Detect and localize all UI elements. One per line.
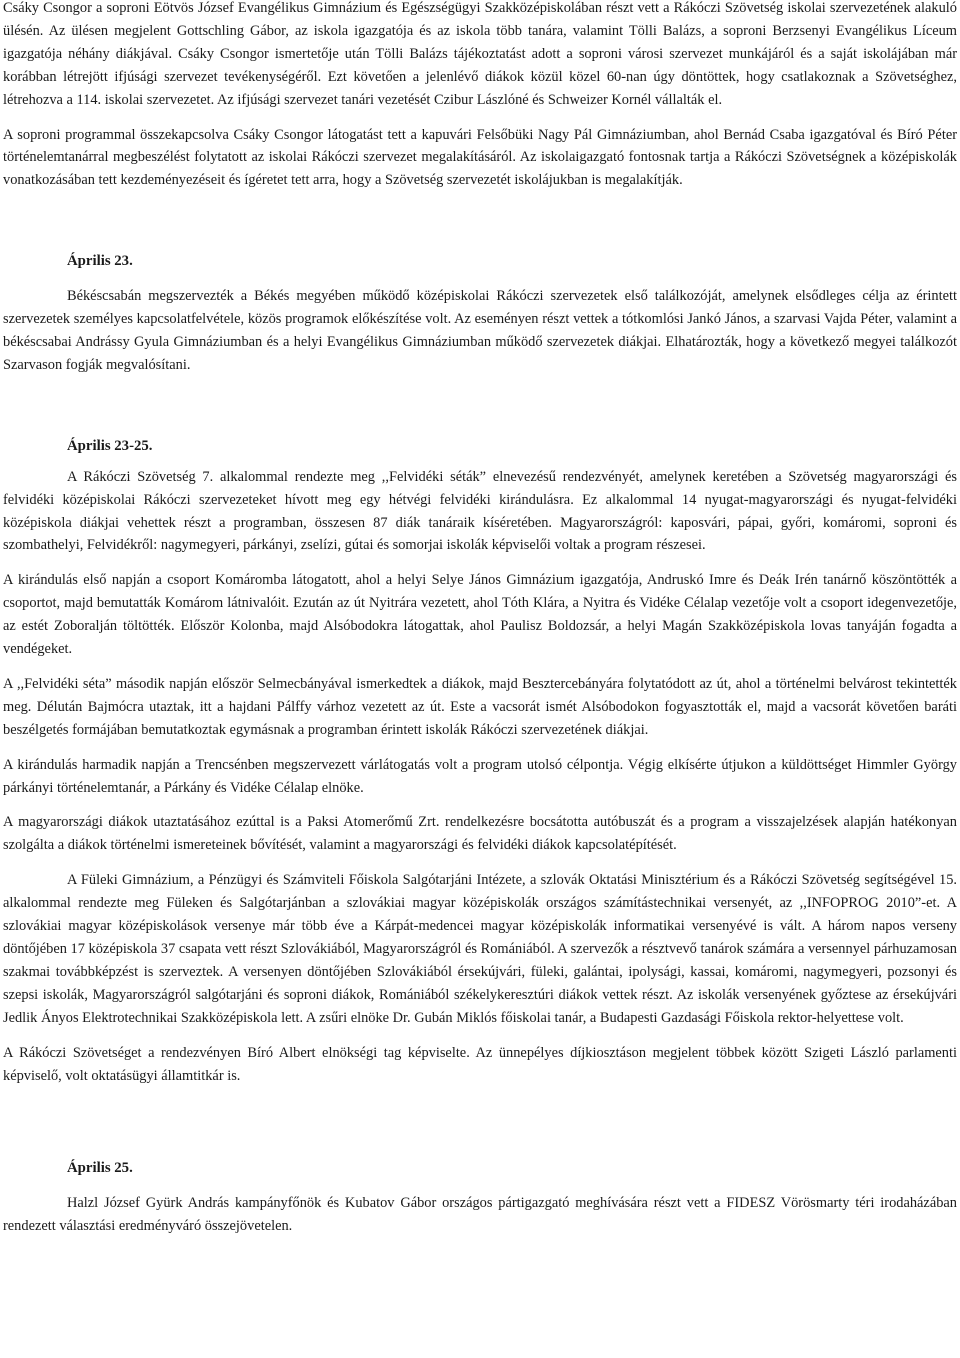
paragraph: Békéscsabán megszervezték a Békés megyében működő középiskolai Rákóczi szervezetek első találkozóját, amelynek elsődleges célja az érintett szervezetek személyes kapcsolatfelvétele, közös programok előkészítése volt. Az eseményen részt vettek a tótkomlósi Jankó János, a szarvasi Vajda Péter, valamint a békéscsabai Andrássy Gyula Gimnáziumban és a helyi Evangélikus Gimnáziumban működő szervezetek diákjai. Elhatározták, hogy a következő megyei találkozót Szarvason fogják megvalósítani. <box>3 288 957 373</box>
paragraph: Halzl József Gyürk András kampányfőnök és Kubatov Gábor országos pártigazgató meghívására részt vett a FIDESZ Vörösmarty téri irodaházában rendezett választási eredményváró összejövetelen. <box>3 1195 957 1235</box>
spacer <box>3 1099 957 1157</box>
date-heading: Április 23-25. <box>67 437 153 454</box>
spacer <box>3 389 957 435</box>
paragraph: A magyarországi diákok utaztatásához ezúttal is a Paksi Atomerőmű Zrt. rendelkezésre bocsátotta autóbuszát és a program a visszajelzések alapján hatékonyan szolgálta a diákok történelmi ismereteinek bővítését, valamint a magyarországi és felvidéki diákok kapcsolatépítését. <box>3 814 957 854</box>
paragraph: A soproni programmal összekapcsolva Csáky Csongor látogatást tett a kapuvári Felsőbüki Nagy Pál Gimnáziumban, ahol Bernád Csaba igazgatóval és Bíró Péter történelemtanárral megbeszélést folytatott az iskolai Rákóczi szervezet megalakításáról. Az iskolaigazgató fontosnak tartja a Rákóczi Szövetségnek a középiskolák vonatkozásában tett kezdeményezéseit és ígéretet tett arra, hogy a Szövetség szervezetét iskolájukban is megalakítják. <box>3 126 957 189</box>
date-heading: Április 25. <box>67 1160 133 1177</box>
paragraph: A Füleki Gimnázium, a Pénzügyi és Számviteli Főiskola Salgótarjáni Intézete, a szlovák Oktatási Minisztérium és a Rákóczi Szövetség segítségével 15. alkalommal rendezte meg Füleken és Salgótarjánban a szlovákiai magyar középiskolák országos számítástechnikai versenyét, az ,,INFOPROG 2010”-et. A szlovákiai magyar középiskolások versenye már több éve a Kárpát-medencei magyar középiskolák informatikai versenyévé is vált. A három napos verseny döntőjében 17 középiskola 37 csapata vett részt Szlovákiából, Magyarországról és Romániából. A szervezők a résztvevő tanárok számára a versennyel párhuzamosan szakmai továbbképzést is szerveztek. A versenyen döntőjében Szlovákiából érsekújvári, füleki, galántai, ipolysági, kassai, komáromi, nagymegyeri, pozsonyi és szepsi iskolák, Magyarországról salgótarjáni és soproni diákok, Romániából székelykeresztúri diákok vettek részt. Az iskolák versenyének győztese az érsekújvári Jedlik Ányos Elektrotechnikai Szakközépiskola lett. A zsűri elnöke Dr. Gubán Miklós főiskolai tanár, a Budapesti Gazdasági Főiskola rektor-helyettese volt. <box>3 872 957 1026</box>
paragraph: A kirándulás harmadik napján a Trencsénben megszervezett várlátogatás volt a program utolsó célpontja. Végig elkísérte útjukon a küldöttséget Himmler György párkányi történelemtanár, a Párkány és Vidéke Célalap elnöke. <box>3 756 957 796</box>
paragraph: A kirándulás első napján a csoport Komáromba látogatott, ahol a helyi Selye János Gimnázium igazgatója, Andruskó Imre és Deák Irén tanárnő köszöntötték a csoportot, majd bemutatták Komárom látnivalóit. Ezután az út Nyitrára vezetett, ahol Tóth Klára, a Nyitra és Vidéke Célalap vezetője volt a csoport idegenvezetője, az estét Zoboralján töltötték. Először Kolonba, majd Alsóbodokra látogattak, ahol Paulisz Boldozsár, a helyi Magán Szakközépiskola lovas tanyáján fogadta a vendégeket. <box>3 572 957 658</box>
paragraph: A Rákóczi Szövetséget a rendezvényen Bíró Albert elnökségi tag képviselte. Az ünnepélyes díjkiosztáson megjelent többek között Szigeti László parlamenti képviselő, volt oktatásügyi államtitkár is. <box>3 1044 957 1084</box>
date-heading: Április 23. <box>67 253 133 270</box>
paragraph: Csáky Csongor a soproni Eötvös József Evangélikus Gimnázium és Egészségügyi Szakközépiskolában részt vett a Rákóczi Szövetség iskolai szervezetének alakuló ülésén. Az ülésen megjelent Gottschling Gábor, az iskola igazgatója és az iskola több tanára, valamint Tölli Balázs, a soproni Berzsenyi Evangélikus Líceum igazgatója néhány diákjával. Csáky Csongor ismertetője után Tölli Balázs tájékoztatást adott a soproni városi szervezet munkájáról és a saját iskolájában már korábban létrejött ifjúsági szervezet tevékenységéről. Ezt követően a jelenlévő diákok közül közel 60-nan úgy döntöttek, hogy csatlakoznak a Szövetséghez, létrehozva a 114. iskolai szervezetet. Az ifjúsági szervezet tanári vezetését Czibur Lászlóné és Schweizer Kornél vállalták el. <box>3 0 957 108</box>
spacer <box>3 204 957 250</box>
document-body <box>3 0 957 1250</box>
paragraph: A ,,Felvidéki séta” második napján először Selmecbányával ismerkedtek a diákok, majd Besztercebányára folytatódott az út, ahol a történelmi belvárost tekintették meg. Délután Bajmócra utaztak, itt a hajdani Pálffy várhoz vezetett az út. Este a vacsorát ismét Alsóbodokon fogyasztották el, majd a vacsorát követően baráti beszélgetés formájában bemutatkoztak egymásnak a programban érintett iskolák Rákóczi szervezetének diákjai. <box>3 675 957 738</box>
paragraph: A Rákóczi Szövetség 7. alkalommal rendezte meg ,,Felvidéki séták” elnevezésű rendezvényét, amelynek keretében a Szövetség magyarországi és felvidéki középiskolai Rákóczi szervezeteket hívott meg egy hétvégi felvidéki kirándulásra. Ez alkalommal 14 nyugat-magyarországi és nyugat-felvidéki középiskola diákjai vehettek részt a programban, összesen 87 diák tanáraik kíséretében. Magyarországról: kaposvári, pápai, győri, komáromi, soproni és szombathelyi, Felvidékről: nagymegyeri, párkányi, zselízi, gútai és somorjai iskolák képviselői voltak a program részesei. <box>3 468 957 554</box>
